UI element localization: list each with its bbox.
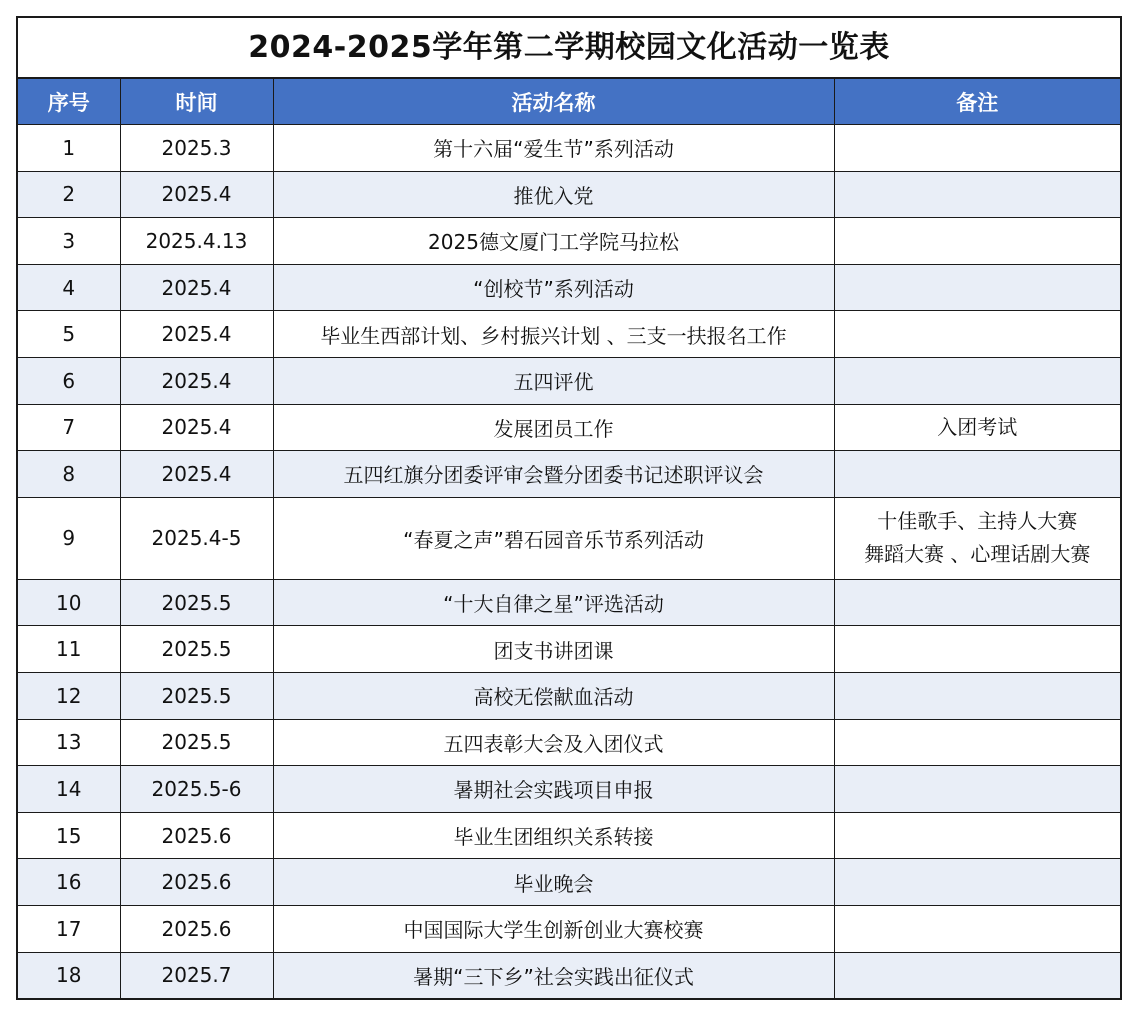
row-index-cell: 4 xyxy=(18,264,120,311)
row-note-cell xyxy=(834,905,1120,952)
row-activity-cell: 发展团员工作 xyxy=(273,404,834,451)
row-time-cell: 2025.6 xyxy=(120,812,273,859)
row-time-cell: 2025.4 xyxy=(120,311,273,358)
row-time-cell: 2025.6 xyxy=(120,905,273,952)
row-index-cell: 3 xyxy=(18,218,120,265)
row-note-cell xyxy=(834,451,1120,498)
activity-schedule-sheet xyxy=(16,16,1122,1000)
row-index-cell: 13 xyxy=(18,719,120,766)
row-time-cell: 2025.4 xyxy=(120,404,273,451)
row-index-cell: 9 xyxy=(18,497,120,579)
row-activity-cell: 毕业生团组织关系转接 xyxy=(273,812,834,859)
header-time: 时间 xyxy=(120,79,273,125)
table-row xyxy=(18,905,1120,952)
row-time-cell: 2025.4 xyxy=(120,451,273,498)
row-note-cell xyxy=(834,497,1120,579)
table-row xyxy=(18,952,1120,998)
row-time-cell: 2025.5 xyxy=(120,626,273,673)
table-row xyxy=(18,404,1120,451)
row-index-cell: 15 xyxy=(18,812,120,859)
row-index-cell: 14 xyxy=(18,766,120,813)
row-time-cell: 2025.5 xyxy=(120,672,273,719)
row-activity-cell: 团支书讲团课 xyxy=(273,626,834,673)
row-activity-cell: 毕业生西部计划、乡村振兴计划 、三支一扶报名工作 xyxy=(273,311,834,358)
row-activity-cell: 高校无偿献血活动 xyxy=(273,672,834,719)
row-note-cell xyxy=(834,719,1120,766)
table-row xyxy=(18,311,1120,358)
activity-table xyxy=(18,79,1120,998)
row-time-cell: 2025.4.13 xyxy=(120,218,273,265)
row-time-cell: 2025.3 xyxy=(120,125,273,172)
row-note-cell xyxy=(834,404,1120,451)
table-row xyxy=(18,859,1120,906)
row-activity-cell: “十大自律之星”评选活动 xyxy=(273,579,834,626)
table-row xyxy=(18,626,1120,673)
table-row xyxy=(18,218,1120,265)
row-note-cell xyxy=(834,357,1120,404)
row-time-cell: 2025.5-6 xyxy=(120,766,273,813)
header-note: 备注 xyxy=(834,79,1120,125)
row-activity-cell: 2025德文厦门工学院马拉松 xyxy=(273,218,834,265)
page-title: 2024-2025学年第二学期校园文化活动一览表 xyxy=(18,18,1120,79)
table-body xyxy=(18,125,1120,999)
row-note-cell xyxy=(834,672,1120,719)
table-row xyxy=(18,812,1120,859)
table-row xyxy=(18,579,1120,626)
table-row xyxy=(18,264,1120,311)
row-index-cell: 11 xyxy=(18,626,120,673)
row-time-cell: 2025.4-5 xyxy=(120,497,273,579)
table-row xyxy=(18,672,1120,719)
row-note-cell xyxy=(834,125,1120,172)
row-activity-cell: 第十六届“爱生节”系列活动 xyxy=(273,125,834,172)
table-row xyxy=(18,357,1120,404)
row-index-cell: 12 xyxy=(18,672,120,719)
row-index-cell: 2 xyxy=(18,171,120,218)
row-activity-cell: 暑期社会实践项目申报 xyxy=(273,766,834,813)
header-activity: 活动名称 xyxy=(273,79,834,125)
row-activity-cell: 暑期“三下乡”社会实践出征仪式 xyxy=(273,952,834,998)
row-index-cell: 7 xyxy=(18,404,120,451)
row-index-cell: 10 xyxy=(18,579,120,626)
row-index-cell: 5 xyxy=(18,311,120,358)
row-index-cell: 16 xyxy=(18,859,120,906)
row-note-cell xyxy=(834,859,1120,906)
row-note-cell xyxy=(834,218,1120,265)
table-row xyxy=(18,451,1120,498)
row-activity-cell: 五四红旗分团委评审会暨分团委书记述职评议会 xyxy=(273,451,834,498)
table-row xyxy=(18,125,1120,172)
row-note-cell xyxy=(834,766,1120,813)
row-index-cell: 6 xyxy=(18,357,120,404)
row-index-cell: 18 xyxy=(18,952,120,998)
row-note-cell xyxy=(834,579,1120,626)
row-activity-cell: 中国国际大学生创新创业大赛校赛 xyxy=(273,905,834,952)
row-time-cell: 2025.4 xyxy=(120,264,273,311)
row-note-cell xyxy=(834,264,1120,311)
table-header-row xyxy=(18,79,1120,125)
row-activity-cell: “创校节”系列活动 xyxy=(273,264,834,311)
row-activity-cell: 毕业晚会 xyxy=(273,859,834,906)
row-note-cell xyxy=(834,812,1120,859)
table-row xyxy=(18,766,1120,813)
row-time-cell: 2025.7 xyxy=(120,952,273,998)
row-note-cell xyxy=(834,171,1120,218)
header-index: 序号 xyxy=(18,79,120,125)
note-line: 入团考试 xyxy=(937,414,1018,439)
row-note-cell xyxy=(834,311,1120,358)
row-note-cell xyxy=(834,952,1120,998)
table-row xyxy=(18,171,1120,218)
row-time-cell: 2025.4 xyxy=(120,171,273,218)
table-row xyxy=(18,719,1120,766)
row-time-cell: 2025.5 xyxy=(120,719,273,766)
row-activity-cell: 五四表彰大会及入团仪式 xyxy=(273,719,834,766)
row-index-cell: 17 xyxy=(18,905,120,952)
note-line: 舞蹈大赛 、心理话剧大赛 xyxy=(864,542,1091,567)
row-time-cell: 2025.5 xyxy=(120,579,273,626)
row-activity-cell: 五四评优 xyxy=(273,357,834,404)
note-line: 十佳歌手、主持人大赛 xyxy=(877,509,1078,534)
table-row xyxy=(18,497,1120,579)
row-index-cell: 1 xyxy=(18,125,120,172)
row-activity-cell: “春夏之声”碧石园音乐节系列活动 xyxy=(273,497,834,579)
row-index-cell: 8 xyxy=(18,451,120,498)
row-activity-cell: 推优入党 xyxy=(273,171,834,218)
row-time-cell: 2025.4 xyxy=(120,357,273,404)
row-note-cell xyxy=(834,626,1120,673)
row-time-cell: 2025.6 xyxy=(120,859,273,906)
